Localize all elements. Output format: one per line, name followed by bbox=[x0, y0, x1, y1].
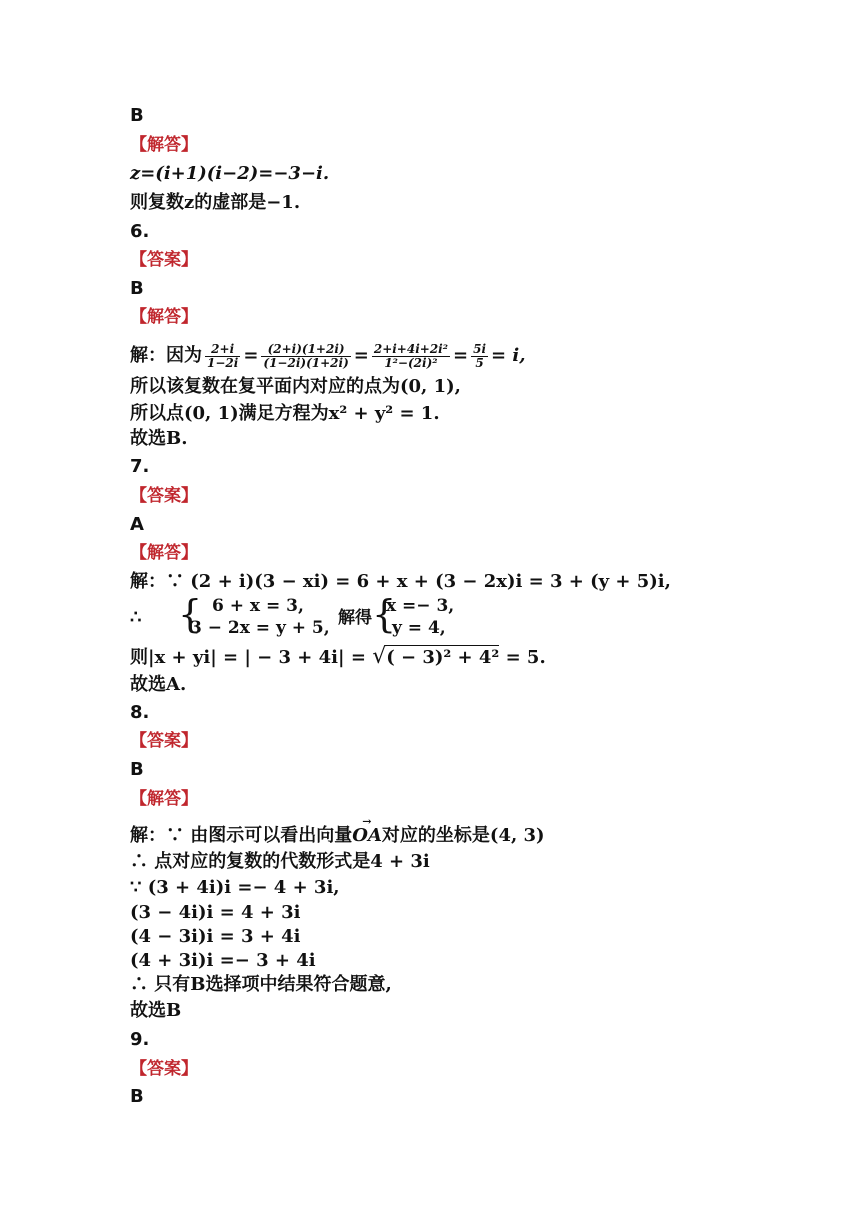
q6-fraction-1: $\frac{2+i}{1-2i}$ bbox=[207, 341, 239, 370]
q6-number: 6. bbox=[130, 221, 150, 242]
q7-system2-eq1: x =− 3, bbox=[386, 596, 455, 616]
q6-solution-label: 【解答】 bbox=[130, 307, 198, 327]
q7-solution-line-1: 解：∵ (2 + i)(3 − xi) = 6 + x + (3 − 2x)i = 3 + (y + 5)i, bbox=[130, 571, 671, 592]
q7-answer-label: 【答案】 bbox=[130, 486, 198, 506]
q6-answer-label: 【答案】 bbox=[130, 250, 198, 270]
q7-system1-eq1: 6 + x = 3, bbox=[212, 596, 304, 616]
q6-solution-line-2: 所以该复数在复平面内对应的点为(0, 1), bbox=[130, 376, 461, 397]
q8-solution-line-8: 故选B bbox=[130, 1000, 182, 1021]
q7-left-brace: { bbox=[178, 592, 203, 636]
q6-answer: B bbox=[130, 278, 144, 299]
q8-solution-line-5: (4 − 3i)i = 3 + 4i bbox=[130, 926, 301, 947]
q6-fraction-2: $\frac{(2+i)(1+2i)}{(1-2i)(1+2i)}$ bbox=[263, 341, 349, 370]
q8-solution-label: 【解答】 bbox=[130, 789, 198, 809]
q6-solution-fraction-line: 解：因为 $\frac{2+i}{1-2i}$ = $\frac{(2+i)(1+2i)}{(1-2i)(1+2i)}$ = $\frac{\text{2+i+4i+2i²}}{\text{1²−(2i)²}}$ = $\frac{5i}{5}$ = i, bbox=[130, 341, 526, 370]
q8-solution-line-2: ∴ 点对应的复数的代数形式是4 + 3i bbox=[130, 851, 430, 872]
q5-solution-line-2: 则复数z的虚部是−1. bbox=[130, 192, 301, 213]
q7-modulus-line bbox=[130, 645, 546, 669]
q7-solution-line-4: 故选A. bbox=[130, 674, 187, 695]
q7-sqrt-content: ( − 3)² + 4² bbox=[386, 647, 500, 668]
q7-answer: A bbox=[130, 514, 144, 535]
q9-answer: B bbox=[130, 1086, 144, 1107]
q7-system1-eq2: 3 − 2x = y + 5, bbox=[190, 618, 330, 638]
q9-answer-label: 【答案】 bbox=[130, 1059, 198, 1079]
q7-therefore-symbol: ∴ bbox=[130, 607, 142, 628]
q5-solution-label: 【解答】 bbox=[130, 135, 198, 155]
q8-answer-label: 【答案】 bbox=[130, 731, 198, 751]
q8-number: 8. bbox=[130, 702, 150, 723]
q7-number: 7. bbox=[130, 456, 150, 477]
q5-answer: B bbox=[130, 105, 144, 126]
q7-right-brace: { bbox=[372, 592, 397, 636]
q7-solve-label: 解得 bbox=[338, 608, 372, 628]
q7-solution-label: 【解答】 bbox=[130, 543, 198, 563]
q8-solution-line-1 bbox=[130, 824, 545, 848]
q7-modulus-expression: 则|x + yi| = | − 3 + 4i| = bbox=[130, 647, 373, 668]
q6-result: = i, bbox=[491, 345, 526, 366]
q6-fraction-4: $\frac{5i}{5}$ bbox=[473, 341, 487, 370]
q8-solution-line-7: ∴ 只有B选择项中结果符合题意, bbox=[130, 974, 392, 995]
q6-solution-line-3: 所以点(0, 1)满足方程为x² + y² = 1. bbox=[130, 403, 440, 424]
q6-solution-line-4: 故选B. bbox=[130, 428, 188, 449]
q8-answer: B bbox=[130, 759, 144, 780]
q7-system2-eq2: y = 4, bbox=[392, 618, 446, 638]
q8-line1-suffix: 对应的坐标是(4, 3) bbox=[381, 825, 545, 846]
sqrt-icon: √ bbox=[372, 644, 387, 669]
q5-solution-line-1: z=(i+1)(i−2)=−3−i. bbox=[130, 163, 330, 184]
q6-fraction-3: $\frac{\text{2+i+4i+2i²}}{\text{1²−(2i)²}}$ bbox=[373, 341, 448, 370]
q8-solution-line-6: (4 + 3i)i =− 3 + 4i bbox=[130, 950, 316, 971]
q8-line1-prefix: 解：∵ 由图示可以看出向量 bbox=[130, 825, 353, 846]
q9-number: 9. bbox=[130, 1029, 150, 1050]
q8-solution-line-4: (3 − 4i)i = 4 + 3i bbox=[130, 902, 301, 923]
q6-intro: 解：因为 bbox=[130, 345, 202, 366]
vector-oa: → OA bbox=[352, 824, 382, 848]
q7-modulus-result: = 5. bbox=[499, 647, 546, 668]
q8-solution-line-3: ∵ (3 + 4i)i =− 4 + 3i, bbox=[130, 877, 340, 898]
